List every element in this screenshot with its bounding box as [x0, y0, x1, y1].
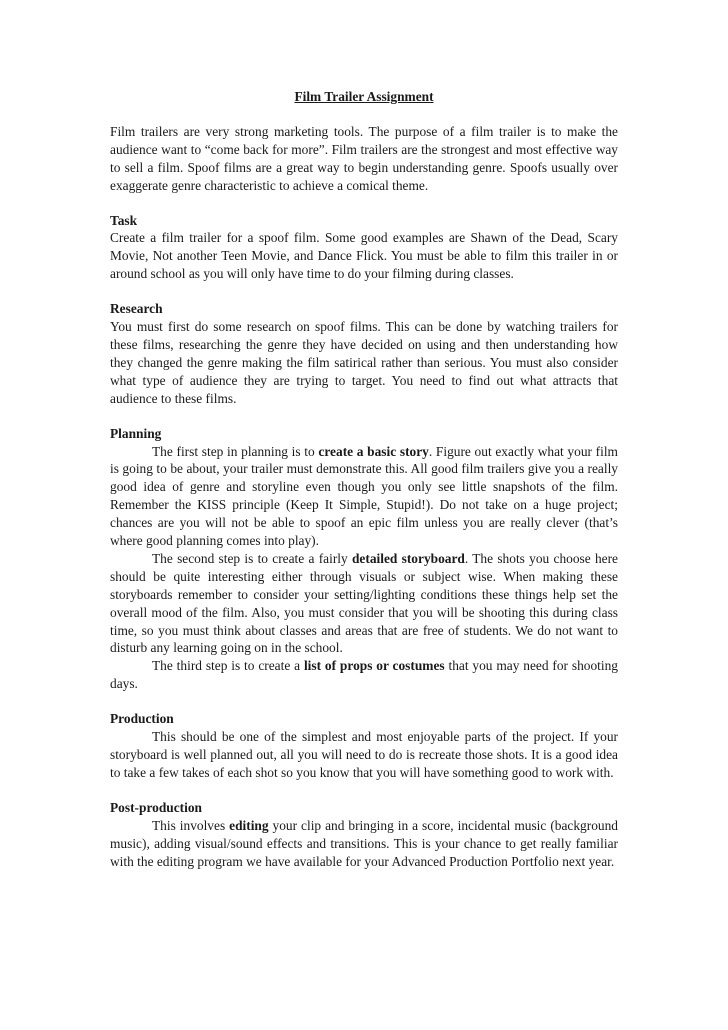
- planning-p2-text-a: The second step is to create a fairly: [152, 550, 352, 566]
- document-page: [110, 88, 618, 870]
- production-paragraph: This should be one of the simplest and most enjoyable parts of the project. If your storyboard is well planned out, all you will need to do is recreate those shots. It is a good idea to take a few takes of each shot so you know that you will have something good to work with.: [110, 729, 618, 780]
- research-paragraph: You must first do some research on spoof films. This can be done by watching trailers for these films, researching the genre they have decided on using and then understanding how they changed the genre making the film satirical rather than serious. You must also consider what type of audience they are trying to target. You need to find out what attracts that audience to these films.: [110, 319, 618, 406]
- planning-paragraph-story: [110, 443, 618, 550]
- research-section: [110, 300, 618, 407]
- planning-paragraph-props: [110, 657, 618, 693]
- page-title: Film Trailer Assignment: [294, 89, 434, 104]
- production-heading: Production: [110, 711, 174, 727]
- planning-section: [110, 425, 618, 694]
- planning-p2-text-b: . The shots you choose here should be quite interesting either through visuals or subject wise. When making these storyboards remember to consider your setting/lighting conditions these things help set the overall mood of the film. Also, you must consider that you will be shooting this during class time, so you must think about classes and areas that are free of students. We do not want to disturb any learning going on in the school.: [110, 550, 618, 656]
- planning-p1-text-b: . Figure out exactly what your film is going to be about, your trailer must demonstrate this. All good film trailers give you a really good idea of genre and storyline even though you only see little snapshots of the film. Remember the KISS principle (Keep It Simple, Stupid!). Do not take on a huge project; chances are you will not be able to spoof an epic film unless you are really clever (that’s where good planning comes into play).: [110, 443, 618, 549]
- planning-p1-emphasis: create a basic story: [318, 443, 429, 459]
- planning-paragraph-storyboard: [110, 550, 618, 657]
- task-heading: Task: [110, 212, 138, 228]
- task-paragraph: Create a film trailer for a spoof film. Some good examples are Shawn of the Dead, Scary Movie, Not another Teen Movie, and Dance Flick. You must be able to film this trailer in or around school as you will only have time to do your filming during classes.: [110, 230, 618, 282]
- production-section: [110, 710, 618, 782]
- task-section: [110, 212, 618, 284]
- post-production-emphasis: editing: [229, 817, 269, 833]
- planning-p2-emphasis: detailed storyboard: [351, 550, 465, 566]
- post-production-heading: Post-production: [110, 799, 203, 815]
- post-production-section: [110, 799, 618, 871]
- planning-p1-text-a: The first step in planning is to: [152, 443, 319, 459]
- planning-p3-text-a: The third step is to create a: [152, 658, 304, 674]
- planning-p3-emphasis: list of props or costumes: [303, 658, 445, 674]
- post-production-text-a: This involves: [152, 817, 230, 833]
- planning-p3-text-b: that you may need for shooting days.: [110, 658, 619, 692]
- post-production-paragraph: [110, 817, 618, 871]
- intro-paragraph: Film trailers are very strong marketing tools. The purpose of a film trailer is to make the audience want to “come back for more”. Film trailers are the strongest and most effective way to sell a film. Spoof films are a great way to begin understanding genre. Spoofs usually over exaggerate genre characteristic to achieve a comical theme.: [110, 123, 618, 193]
- research-heading: Research: [110, 301, 163, 317]
- planning-heading: Planning: [110, 425, 162, 441]
- post-production-text-b: your clip and bringing in a score, incidental music (background music), adding visual/sound effects and transitions. This is your chance to get really familiar with the editing program we have available for your Advanced Production Portfolio next year.: [110, 817, 618, 869]
